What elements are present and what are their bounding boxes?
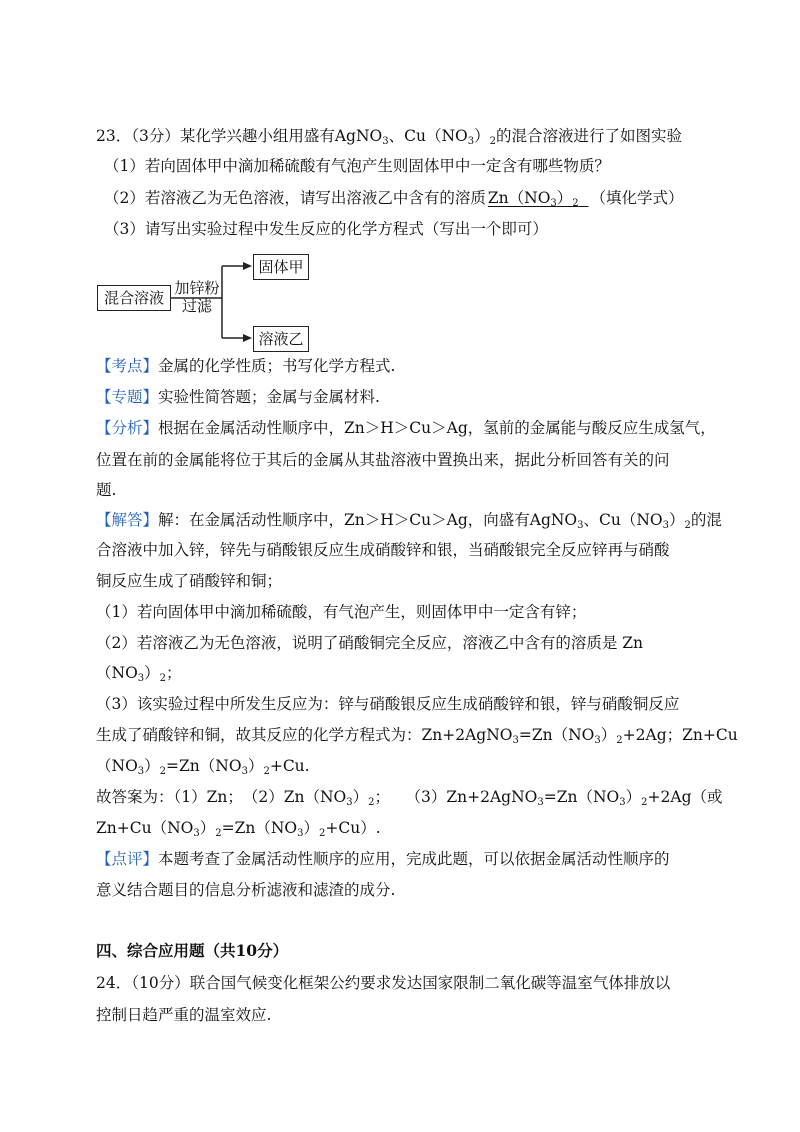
jieda-3: 铜反应生成了硝酸锌和铜；: [96, 572, 283, 590]
fenxi-3: 题.: [96, 481, 117, 499]
solid-a-box: 固体甲: [253, 254, 309, 280]
q24-line-1: 24．（10分）联合国气候变化框架公约要求发达国家限制二氧化碳等温室气体排放以: [96, 974, 671, 992]
dianping-1: 【点评】本题考查了金属活动性顺序的应用，完成此题，可以依据金属活动性顺序的: [96, 850, 670, 868]
dianping-2: 意义结合题目的信息分析滤液和滤渣的成分.: [96, 881, 396, 899]
solution-b-box: 溶液乙: [253, 326, 309, 352]
answer-3-2: 生成了硝酸锌和铜，故其反应的化学方程式为：$Zn+2AgNO_3=Zn(NO_3)_2+2Ag$；Zn+Cu: [96, 726, 738, 746]
answer-2: （2）若溶液乙为无色溶液，说明了硝酸铜完全反应，溶液乙中含有的溶质是 Zn: [96, 634, 644, 652]
jieda-1: 【解答】解：在金属活动性顺序中，Zn＞H＞Cu＞Ag，向盛有AgNO$_3$、$Cu(NO_3)_2$的混: [96, 511, 722, 531]
operation-label: 加锌粉 过滤: [174, 279, 220, 315]
q23-part2-answer: $Zn(NO_3)_2$: [487, 189, 579, 209]
answer-3-1: （3）该实验过程中所发生反应为：锌与硝酸银反应生成硝酸锌和银，锌与硝酸铜反应: [96, 695, 680, 713]
answer-3-3: $(NO_3)_2=Zn(NO_3)_2+Cu$.: [96, 757, 310, 777]
fenxi-1: 【分析】根据在金属活动性顺序中，Zn＞H＞Cu＞Ag，氢前的金属能与酸反应生成氢气，: [96, 419, 716, 437]
fenxi-2: 位置在前的金属能将位于其后的金属从其盐溶液中置换出来，据此分析回答有关的问: [96, 451, 670, 469]
q23-stem: 23．（3分）某化学兴趣小组用盛有AgNO$_3$、$Cu(NO_3)_2$的混合溶液进行了如图实验: [96, 127, 683, 147]
jieda-2: 合溶液中加入锌，锌先与硝酸银反应生成硝酸锌和银，当硝酸银完全反应锌再与硝酸: [96, 541, 670, 559]
mixed-solution-box: 混合溶液: [97, 285, 171, 311]
answer-1: （1）若向固体甲中滴加稀硫酸，有气泡产生，则固体甲中一定含有锌；: [96, 603, 587, 621]
q23-part2: （2）若溶液乙为无色溶液，请写出溶液乙中含有的溶质 $Zn(NO_3)_2$ （填化学式）: [104, 189, 684, 209]
q23-part1: （1）若向固体甲中滴加稀硫酸有气泡产生则固体甲中一定含有哪些物质？: [104, 157, 610, 175]
q24-line-2: 控制日趋严重的温室效应.: [96, 1006, 272, 1024]
q23-part3: （3）请写出实验过程中发生反应的化学方程式（写出一个即可）: [104, 220, 548, 238]
guda-2: $Zn+Cu(NO_3)_2=Zn(NO_3)_2+Cu$）.: [96, 819, 381, 839]
guda-1: 故答案为：（1）Zn； $(2)Zn(NO_3)_2$； $(3)Zn+2AgNO_3=Zn(NO_3)_2+2Ag$（或: [96, 788, 723, 808]
zhuanti: 【专题】实验性简答题；金属与金属材料.: [96, 388, 380, 406]
answer-2-cont: $(NO_3)_2$；: [96, 664, 182, 684]
section-title: 四、综合应用题（共10分）: [96, 941, 289, 960]
kaodian: 【考点】金属的化学性质；书写化学方程式.: [96, 357, 396, 375]
diagram-arrows: [0, 0, 800, 400]
